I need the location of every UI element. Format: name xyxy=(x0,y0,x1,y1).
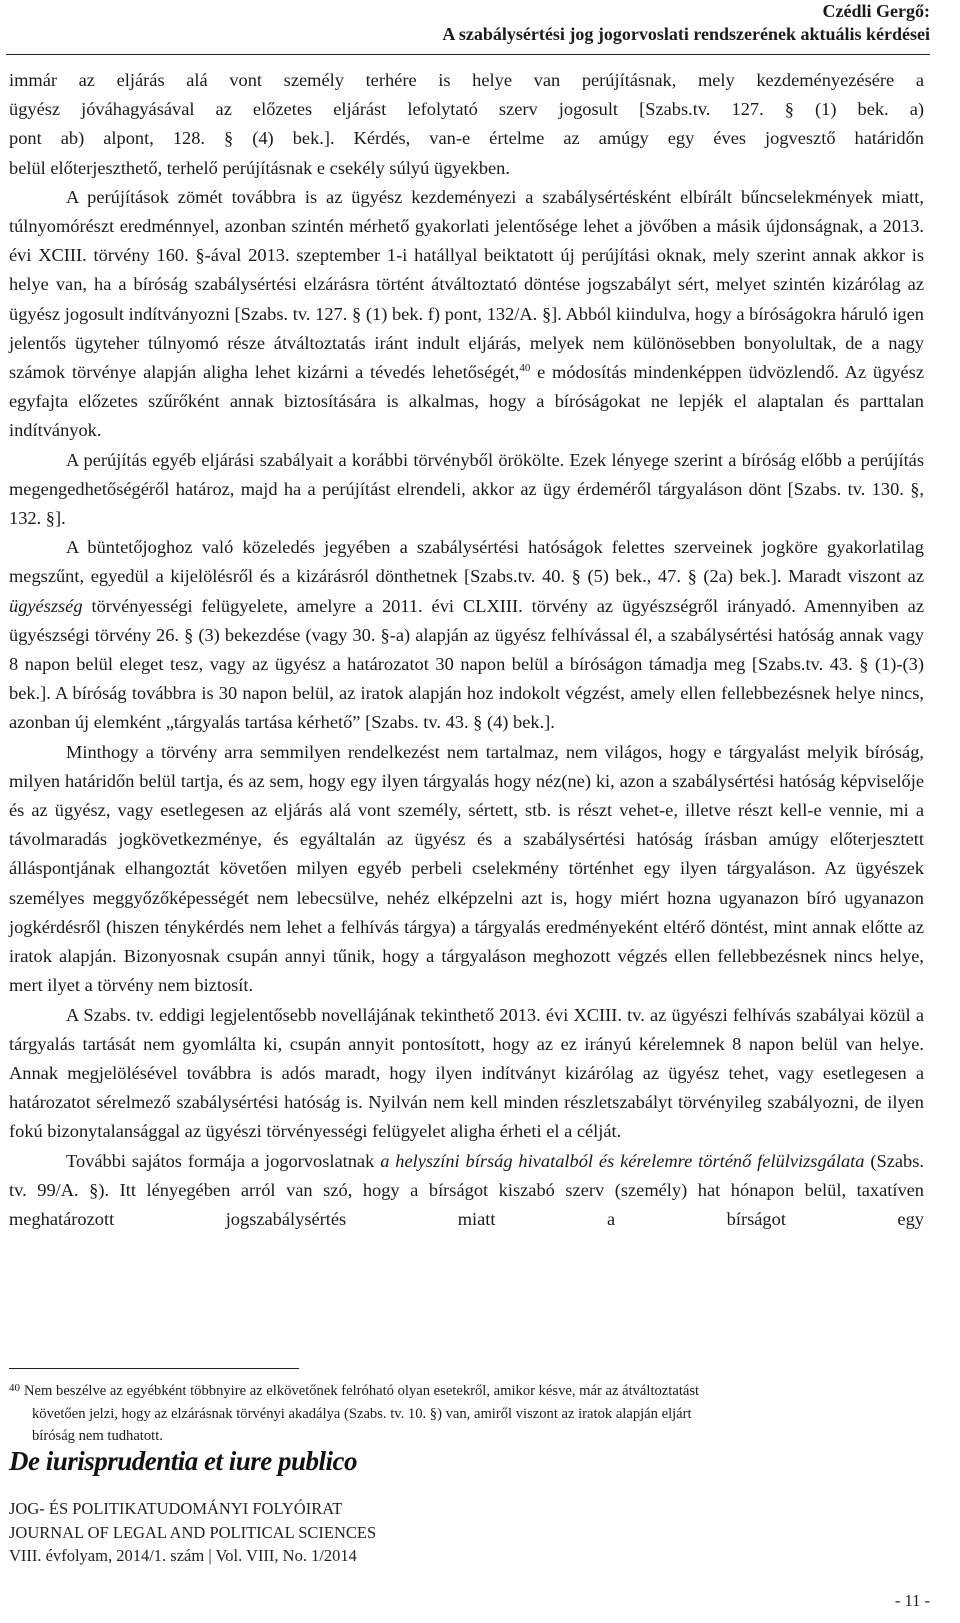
footnote-line xyxy=(9,1377,924,1403)
header-author: Czédli Gergő: xyxy=(822,1,930,21)
paragraph-targyalas: Minthogy a törvény arra semmilyen rendelkezést nem tartalmaz, nem világos, hogy e tárgyalást melyik bíróság, milyen határidőn belül tartja, és az sem, hogy egy ilyen tárgyalás hogy néz(ne) ki, azon a szabálysértési hatóság képviselője és az ügyész, vagy esetlegesen az eljárás alá vont személy, sértett, stb. is részt vehet-e, illetve részt kell-e vennie, mi a távolmaradás jogkövetkezménye, és egyáltalán az ügyész és a szabálysértési hatóság írásban amúgy előterjesztett álláspontjának elhangoztát követően milyen egyéb perbeli cselekmény történhet egy ilyen tárgyaláson. Az ügyészek személyes meggyőzőképességét nem lebecsülve, nehéz elképzelni azt is, hogy miért hozna ugyanazon bíró ugyanazon jogkérdésről (hiszen ténykérdés nem lehet a felhívás tárgya) a tárgyalás eredményeként eltérő döntést, mint annak előtte az iratok alapján. Bizonyosnak csupán annyi tűnik, hogy a tárgyaláson meghozott végzés ellen fellebbezésnek nincs helye, mert ilyet a törvény nem biztosít. xyxy=(9,741,924,996)
body-line: ügyész jóváhagyásával az előzetes eljárást lefolytató szerv jogosult [Szabs.tv. 127. § (1) bek. a) xyxy=(9,99,924,120)
footnote-line: követően jelzi, hogy az elzárásnak törvényi akadálya (Szabs. tv. 10. §) van, amiről viszont az iratok alapján eljárt xyxy=(32,1405,692,1422)
emphasis-text: ügyészség xyxy=(9,595,83,616)
paragraph-text: A perújítások zömét továbbra is az ügyész kezdeményezi a szabálysértésként elbírált bűncselekmények miatt, túlnyomórészt eredménnyel, azonban szintén mérhető gyakorlati jelentősége lehet a jövőben a másik újdonságnak, a 2013. évi XCIII. törvény 160. §-ával 2013. szeptember 1-i hatállyal beiktatott új perújítási oknak, mely szerint annak akkor is helye van, ha a bíróság szabálysértési elzárásra történt átváltoztató döntése jogszabályt sért, melyet szintén kizárólag az ügyész jogosult indítványozni [Szabs. tv. 127. § (1) bek. f) pont, 132/A. §]. Abból kiindulva, hogy a bíróságokra háruló igen jelentős ügyteher túlnyomó része átváltoztatás iránt indult eljárás, melyek nem különösebben bonyolultak, de a nagy számok törvénye alapján aligha lehet kizárni a tévedés lehetőségét, xyxy=(9,186,924,383)
footnote-divider xyxy=(9,1368,299,1369)
paragraph-text: e módosítás mindenképpen üdvözlendő. Az ügyész egyfajta előzetes szűrőként annak biztosítására is alkalmas, hogy a bíróságokat ne lepjék el alaptalan és parttalan indítványok. xyxy=(9,362,924,441)
journal-issue: VIII. évfolyam, 2014/1. szám | Vol. VIII, No. 1/2014 xyxy=(9,1546,357,1565)
paragraph-helyszini-birsag xyxy=(9,1147,924,1235)
footnote-40 xyxy=(9,1377,924,1448)
running-header xyxy=(442,0,930,46)
journal-logo-text: De iurisprudentia et iure publico xyxy=(9,1446,358,1476)
footnote-text: Nem beszélve az egyébként többnyire az elkövetőnek felróható olyan esetekről, amikor késve, már az átváltoztatást xyxy=(24,1383,700,1399)
paragraph-ugyeszi-felugyelet xyxy=(9,533,924,737)
footnote-number: 40 xyxy=(9,1382,20,1394)
journal-info xyxy=(9,1497,376,1568)
paragraph-text: A büntetőjoghoz való közeledés jegyében a szabálysértési hatóságok felettes szerveinek jogköre gyakorlatilag megszűnt, egyedül a kijelölésről és a kizárásról dönthetnek [Szabs.tv. 40. § (5) bek., 47. § (2a) bek.]. Maradt viszont az xyxy=(9,537,924,587)
body-line: belül előterjeszthető, terhelő perújításnak e csekély súlyú ügyekben. xyxy=(9,157,510,178)
header-divider xyxy=(6,54,930,55)
journal-name-en: JOURNAL OF LEGAL AND POLITICAL SCIENCES xyxy=(9,1522,377,1542)
journal-name-hu: JOG- ÉS POLITIKATUDOMÁNYI FOLYÓIRAT xyxy=(9,1499,343,1518)
body-line: immár az eljárás alá vont személy terhére is helye van perújításnak, mely kezdeményezésére a xyxy=(9,70,924,90)
paragraph-text: További sajátos formája a jogorvoslatnak xyxy=(66,1150,381,1171)
paragraph-text: (Szabs. tv. 99/A. §). Itt lényegében arról van szó, hogy a bírságot kiszabó szerv (személy) hat hónapon belül, taxatíven meghatározott jogszabálysértés miatt a bírságot egy xyxy=(9,1150,924,1229)
paragraph-continued xyxy=(9,66,924,183)
article-body xyxy=(9,66,924,1234)
body-line: pont ab) alpont, 128. § (4) bek.]. Kérdés, van-e értelme az amúgy egy éves jogvesztő határidőn xyxy=(9,128,924,149)
header-title: A szabálysértési jog jogorvoslati rendszerének aktuális kérdései xyxy=(442,24,930,44)
paragraph-eljarasi-szabalyok: A perújítás egyéb eljárási szabályait a korábbi törvényből örökölte. Ezek lényege szerint a bíróság előbb a perújítás megengedhetőségéről határoz, majd ha a perújítást elrendeli, akkor az ügy érdeméről tárgyaláson dönt [Szabs. tv. 130. §, 132. §]. xyxy=(9,449,924,529)
footnote-line: bíróság nem tudhatott. xyxy=(32,1428,163,1444)
page-number: - 11 - xyxy=(894,1591,930,1610)
emphasis-text: a helyszíni bírság hivatalból és kérelemre történő felülvizsgálata xyxy=(380,1150,865,1171)
paragraph-novella: A Szabs. tv. eddigi legjelentősebb novellájának tekinthető 2013. évi XCIII. tv. az ügyészi felhívás szabályai közül a tárgyalás tartását nem gyomlálta ki, csupán annyit pontosított, hogy az ez irányú kérelemnek 8 napon belül van helye. Annak megjelölésével továbbra is adós maradt, hogy ilyen indítványt kizárólag az ügyész tehet, vagy esetlegesen a határozatot sérelmező szabálysértési hatóság is. Nyilván nem kell minden részletszabályt törvényileg szabályozni, de ilyen fokú bizonytalansággal az ügyészi törvényességi felügyelet aligha érheti el a célját. xyxy=(9,1004,924,1142)
footnote-ref-40[interactable]: 40 xyxy=(519,362,531,375)
paragraph-perujitas xyxy=(9,183,924,446)
paragraph-text: törvényességi felügyelete, amelyre a 2011. évi CLXIII. törvény az ügyészségről irányadó. Amennyiben az ügyészségi törvény 26. § (3) bekezdése (vagy 30. §-a) alapján az ügyész felhívással él, a szabálysértési hatóság annak vagy 8 napon belül eleget tesz, vagy az ügyész a határozatot 30 napon belül a bíróságon támadja meg [Szabs.tv. 43. § (1)-(3) bek.]. A bíróság továbbra is 30 napon belül, az iratok alapján hoz indokolt végzést, amely ellen fellebbezésnek helye nincs, azonban új elemként „tárgyalás tartása kérhető” [Szabs. tv. 43. § (4) bek.]. xyxy=(9,595,924,733)
